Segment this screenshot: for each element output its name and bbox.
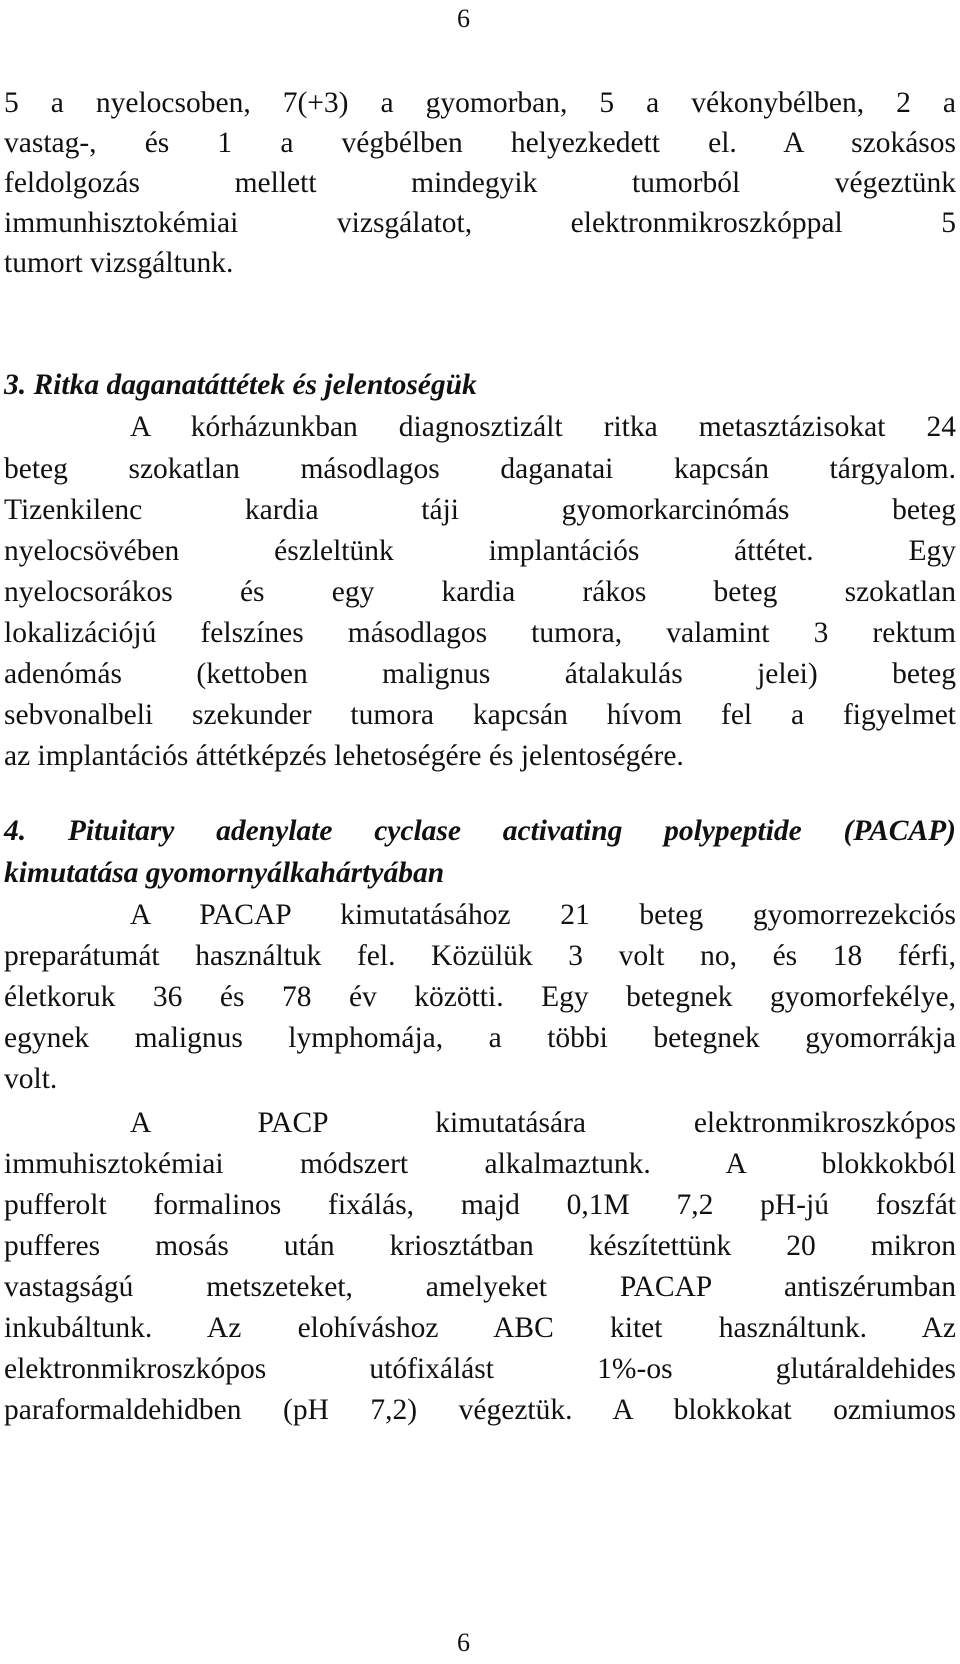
text-line: feldolgozás mellett mindegyik tumorból végeztünk [4, 167, 956, 199]
page-number-top: 6 [457, 4, 470, 33]
text-line: pufferolt formalinos fixálás, majd 0,1M 7,2 pH-jú foszfát [4, 1189, 956, 1221]
text-line: egynek malignus lymphomája, a többi betegnek gyomorrákja [4, 1022, 956, 1054]
section-4-heading-line-1: 4. Pituitary adenylate cyclase activating polypeptide (PACAP) [4, 815, 956, 847]
text-line: tumort vizsgáltunk. [4, 247, 234, 279]
text-line: vastag-, és 1 a végbélben helyezkedett el. A szokásos [4, 127, 956, 159]
text-line: vastagságú metszeteket, amelyeket PACAP antiszérumban [4, 1271, 956, 1303]
text-line: pufferes mosás után kriosztátban készítettünk 20 mikron [4, 1230, 956, 1262]
text-line: beteg szokatlan másodlagos daganatai kapcsán tárgyalom. [4, 453, 956, 485]
text-line: nyelocsövében észleltünk implantációs áttétet. Egy [4, 535, 956, 567]
text-line: elektronmikroszkópos utófixálást 1%-os glutáraldehides [4, 1353, 956, 1385]
text-line: A kórházunkban diagnosztizált ritka metasztázisokat 24 [130, 411, 956, 443]
section-3-heading: 3. Ritka daganatáttétek és jelentoségük [4, 369, 477, 401]
text-line: volt. [4, 1063, 58, 1095]
text-line: életkoruk 36 és 78 év közötti. Egy betegnek gyomorfekélye, [4, 981, 956, 1013]
text-line: immuhisztokémiai módszert alkalmaztunk. A blokkokból [4, 1148, 956, 1180]
text-line: Tizenkilenc kardia táji gyomorkarcinómás beteg [4, 494, 956, 526]
section-4-heading-line-2: kimutatása gyomornyálkahártyában [4, 857, 445, 889]
text-line: 5 a nyelocsoben, 7(+3) a gyomorban, 5 a vékonybélben, 2 a [4, 87, 956, 119]
text-line: A PACP kimutatására elektronmikroszkópos [130, 1107, 956, 1139]
text-line: lokalizációjú felszínes másodlagos tumora, valamint 3 rektum [4, 617, 956, 649]
text-line: immunhisztokémiai vizsgálatot, elektronmikroszkóppal 5 [4, 207, 956, 239]
text-line: preparátumát használtuk fel. Közülük 3 volt no, és 18 férfi, [4, 940, 956, 972]
text-line: paraformaldehidben (pH 7,2) végeztük. A blokkokat ozmiumos [4, 1394, 956, 1426]
text-line: nyelocsorákos és egy kardia rákos beteg szokatlan [4, 576, 956, 608]
text-line: az implantációs áttétképzés lehetoségére és jelentoségére. [4, 740, 684, 772]
page-number-bottom: 6 [457, 1628, 470, 1657]
text-line: inkubáltunk. Az elohíváshoz ABC kitet használtunk. Az [4, 1312, 956, 1344]
text-line: adenómás (kettoben malignus átalakulás jelei) beteg [4, 658, 956, 690]
text-line: sebvonalbeli szekunder tumora kapcsán hívom fel a figyelmet [4, 699, 956, 731]
text-line: A PACAP kimutatásához 21 beteg gyomorrezekciós [130, 899, 956, 931]
